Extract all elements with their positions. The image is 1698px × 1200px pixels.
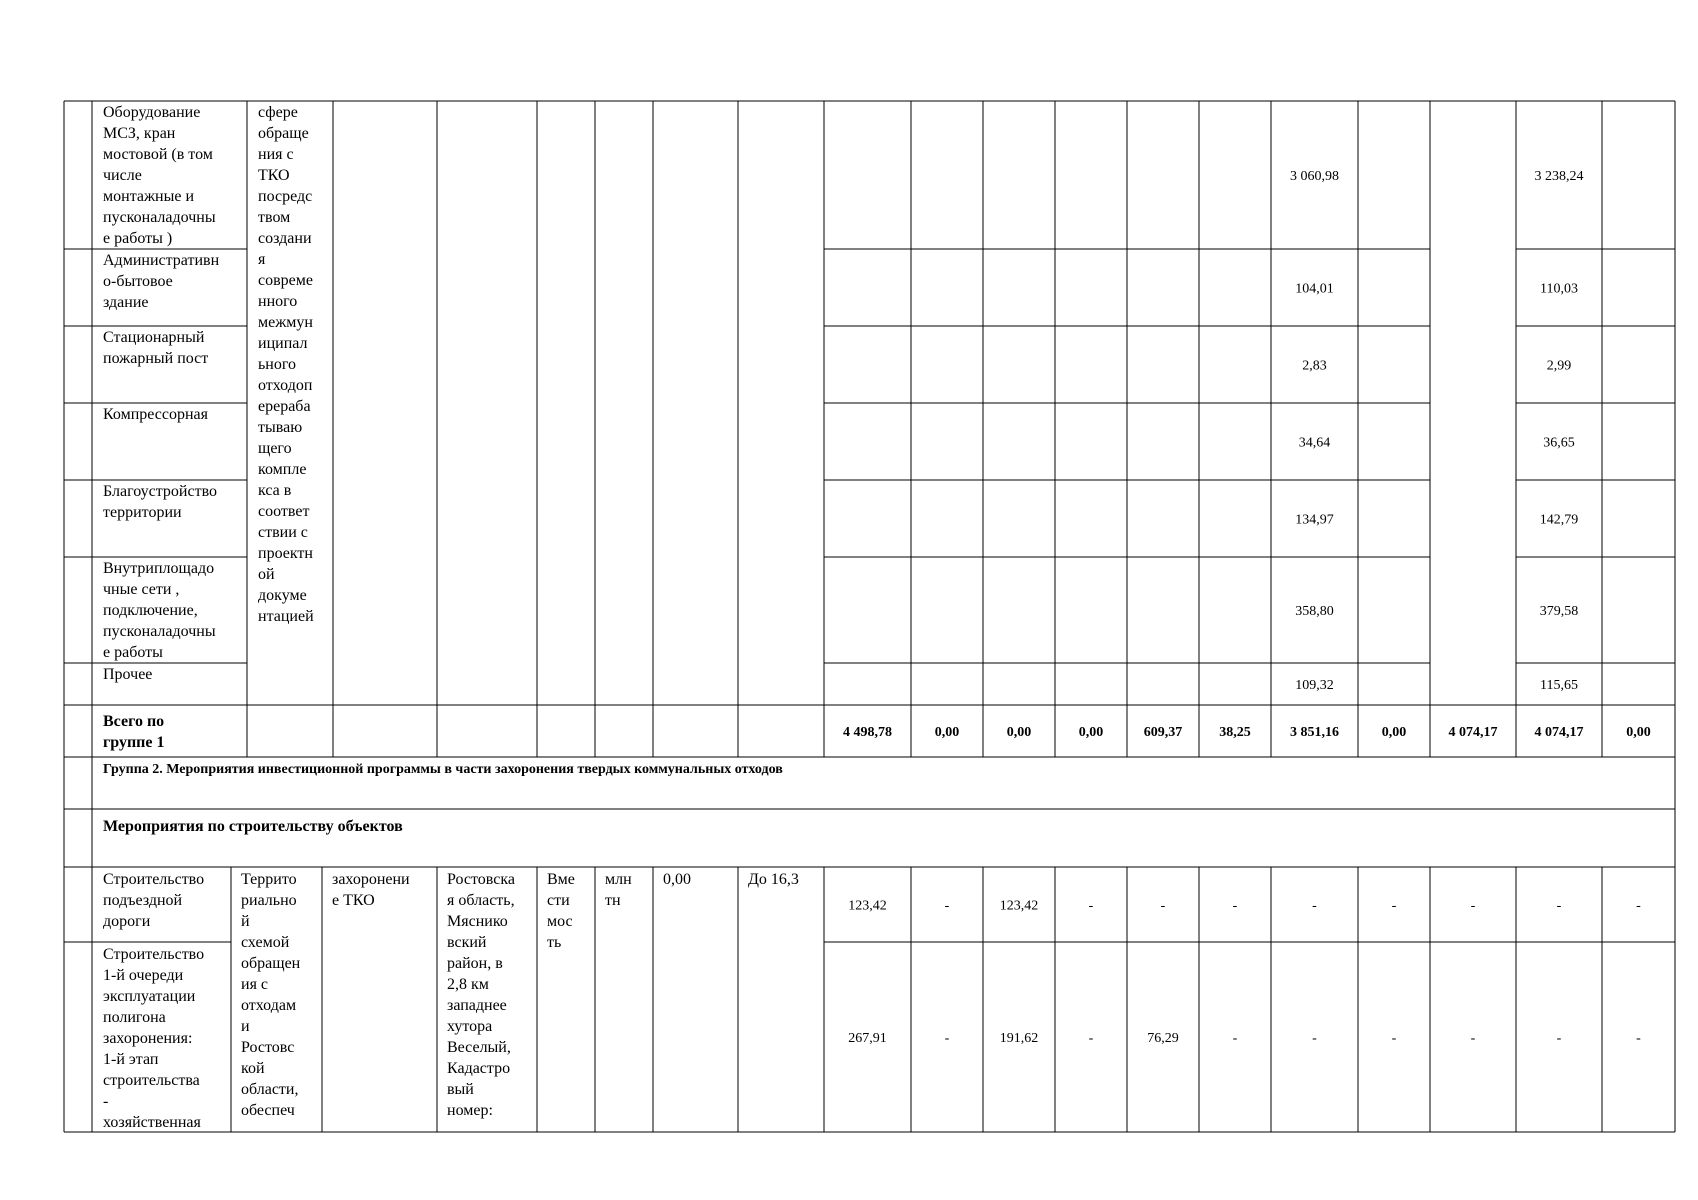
purpose-text: кса в	[258, 482, 292, 499]
value-cell: -	[1088, 1031, 1094, 1046]
value-cell: -	[1636, 898, 1641, 914]
object-name: Стационарный	[103, 329, 205, 346]
purpose-text: е ТКО	[332, 892, 375, 909]
object-name: здание	[103, 294, 149, 311]
value-cell: -	[1088, 898, 1094, 914]
value-cell: 110,03	[1540, 281, 1578, 297]
object-name: 1-й очереди	[103, 967, 184, 984]
value-cell: -	[1556, 1031, 1562, 1046]
object-name: числе	[103, 167, 142, 184]
location-text: вый	[447, 1081, 474, 1098]
value-cell: 2,99	[1546, 358, 1572, 374]
purpose-text: захоронени	[332, 871, 410, 888]
object-name: территории	[103, 504, 182, 521]
object-name: захоронения:	[103, 1030, 193, 1047]
value-cell: 115,65	[1540, 678, 1578, 693]
object-name: е работы )	[103, 230, 173, 247]
total-value: 0,00	[1078, 725, 1104, 740]
value-cell: 358,80	[1295, 604, 1334, 619]
purpose-text: ствии с	[258, 524, 308, 541]
object-name: Оборудование	[103, 104, 201, 121]
basis-text: ия с	[241, 976, 269, 993]
value-cell: -	[1470, 898, 1476, 914]
object-name: Прочее	[103, 666, 153, 683]
value-cell: -	[944, 1031, 950, 1046]
location-text: западнее	[447, 997, 507, 1014]
value-cell: 104,01	[1295, 281, 1334, 297]
object-name: дороги	[103, 913, 151, 930]
value-cell: 191,62	[999, 1031, 1039, 1046]
value-cell: 109,32	[1295, 678, 1334, 693]
parameter-text: ть	[547, 934, 562, 951]
object-name: Внутриплощадо	[103, 560, 215, 577]
basis-text: кой	[241, 1060, 265, 1077]
location-text: Ростовска	[447, 871, 515, 888]
parameter-text: мос	[547, 913, 573, 930]
total-label: Всего по	[103, 713, 165, 730]
basis-text: Ростовс	[241, 1039, 295, 1056]
value-cell: -	[1232, 898, 1238, 914]
purpose-text: я	[258, 251, 266, 268]
total-value: 3 851,16	[1290, 725, 1339, 740]
purpose-text: твом	[258, 209, 291, 226]
total-value: 38,25	[1219, 725, 1251, 740]
value-cell: -	[1470, 1031, 1476, 1046]
object-name: пожарный пост	[103, 350, 209, 367]
object-name: МСЗ, кран	[103, 125, 176, 142]
basis-text: обеспеч	[241, 1102, 295, 1119]
purpose-text: нного	[258, 293, 298, 310]
object-name: строительства	[103, 1072, 200, 1089]
location-text: Мяснико	[447, 913, 508, 930]
total-value: 4 498,78	[843, 725, 892, 740]
table-cells	[103, 104, 1651, 1131]
basis-text: и	[241, 1018, 250, 1035]
object-name: е работы	[103, 644, 163, 661]
location-text: я область,	[447, 892, 515, 909]
value-cell: 3 238,24	[1534, 169, 1584, 184]
purpose-text: компле	[258, 461, 307, 478]
purpose-text: ьного	[258, 356, 297, 373]
location-text: 2,8 км	[447, 976, 489, 993]
value-before: 0,00	[663, 871, 691, 888]
value-cell: -	[1160, 898, 1166, 914]
object-name: монтажные и	[103, 188, 195, 205]
object-name: Строительство	[103, 946, 205, 963]
total-value: 4 074,17	[1448, 725, 1498, 740]
section-title: Мероприятия по строительству объектов	[103, 818, 403, 835]
location-text: район, в	[447, 955, 503, 972]
purpose-text: межмун	[258, 314, 313, 331]
value-cell: -	[1636, 1031, 1641, 1046]
parameter-text: сти	[547, 892, 570, 909]
basis-text: риально	[241, 892, 297, 909]
group2-title: Группа 2. Мероприятия инвестиционной программы в части захоронения твердых коммунальных отходов	[103, 762, 783, 777]
location-text: Кадастро	[447, 1060, 511, 1077]
value-cell: 36,65	[1543, 435, 1575, 451]
value-cell: 2,83	[1302, 358, 1327, 374]
object-name: пусконаладочны	[103, 623, 216, 640]
value-cell: -	[1312, 1031, 1317, 1046]
basis-text: обращен	[241, 955, 301, 972]
basis-text: области,	[241, 1081, 299, 1098]
purpose-text: проектн	[258, 545, 313, 562]
purpose-text: ой	[258, 566, 275, 583]
purpose-text: ТКО	[258, 167, 290, 184]
object-name: Благоустройство	[103, 483, 218, 500]
object-name: 1-й этап	[103, 1051, 159, 1068]
object-name: полигона	[103, 1009, 166, 1026]
value-cell: 379,58	[1539, 604, 1579, 619]
object-name: эксплуатации	[103, 988, 196, 1005]
purpose-text: соответ	[258, 503, 310, 520]
value-cell: -	[1391, 1031, 1397, 1046]
total-value: 609,37	[1143, 725, 1183, 740]
value-cell: 134,97	[1295, 512, 1334, 528]
unit-text: млн	[605, 871, 632, 888]
purpose-text: докуме	[258, 587, 307, 604]
value-cell: -	[1391, 898, 1397, 914]
location-text: Веселый,	[447, 1039, 511, 1056]
basis-text: й	[241, 913, 250, 930]
purpose-text: ния с	[258, 146, 294, 163]
object-name: подъездной	[103, 892, 183, 909]
purpose-text: нтацией	[258, 608, 314, 625]
location-text: вский	[447, 934, 487, 951]
total-value: 0,00	[1006, 725, 1032, 740]
object-name: хозяйственная	[103, 1114, 201, 1131]
value-cell: -	[944, 898, 950, 914]
purpose-text: обраще	[258, 125, 309, 142]
object-name: пусконаладочны	[103, 209, 216, 226]
purpose-text: посредс	[258, 188, 313, 205]
value-cell: 123,42	[848, 898, 887, 914]
object-name: Компрессорная	[103, 406, 208, 423]
purpose-text: совреме	[258, 272, 313, 289]
value-after: До 16,3	[748, 871, 799, 888]
purpose-text: ерераба	[258, 398, 311, 415]
purpose-text: отходоп	[258, 377, 313, 394]
value-cell: 123,42	[999, 898, 1039, 914]
value-cell: 76,29	[1147, 1031, 1179, 1046]
object-name: о-бытовое	[103, 273, 173, 290]
location-text: хутора	[447, 1018, 493, 1035]
value-cell: -	[1556, 898, 1562, 914]
purpose-text: сфере	[258, 104, 298, 121]
total-value: 0,00	[934, 725, 960, 740]
unit-text: тн	[605, 892, 621, 909]
object-name: мостовой (в том	[103, 146, 213, 163]
object-name: чные сети ,	[103, 581, 180, 598]
value-cell: 267,91	[848, 1031, 887, 1046]
value-cell: -	[1312, 898, 1317, 914]
parameter-text: Вме	[547, 871, 575, 888]
value-cell: 34,64	[1298, 435, 1331, 451]
purpose-text: иципал	[258, 335, 308, 352]
purpose-text: создани	[258, 230, 312, 247]
object-name: -	[103, 1093, 109, 1110]
object-name: Административн	[103, 252, 220, 269]
basis-text: Террито	[241, 871, 297, 888]
basis-text: схемой	[241, 934, 290, 951]
location-text: номер:	[447, 1102, 493, 1119]
object-name: Строительство	[103, 871, 205, 888]
purpose-text: тываю	[258, 419, 303, 436]
basis-text: отходам	[241, 997, 297, 1014]
total-label: группе 1	[103, 734, 165, 751]
total-value: 0,00	[1626, 725, 1651, 740]
value-cell: 142,79	[1539, 512, 1579, 528]
object-name: подключение,	[103, 602, 198, 619]
value-cell: 3 060,98	[1290, 169, 1339, 184]
value-cell: -	[1232, 1031, 1238, 1046]
total-value: 4 074,17	[1534, 725, 1584, 740]
total-value: 0,00	[1381, 725, 1407, 740]
purpose-text: щего	[258, 440, 292, 457]
